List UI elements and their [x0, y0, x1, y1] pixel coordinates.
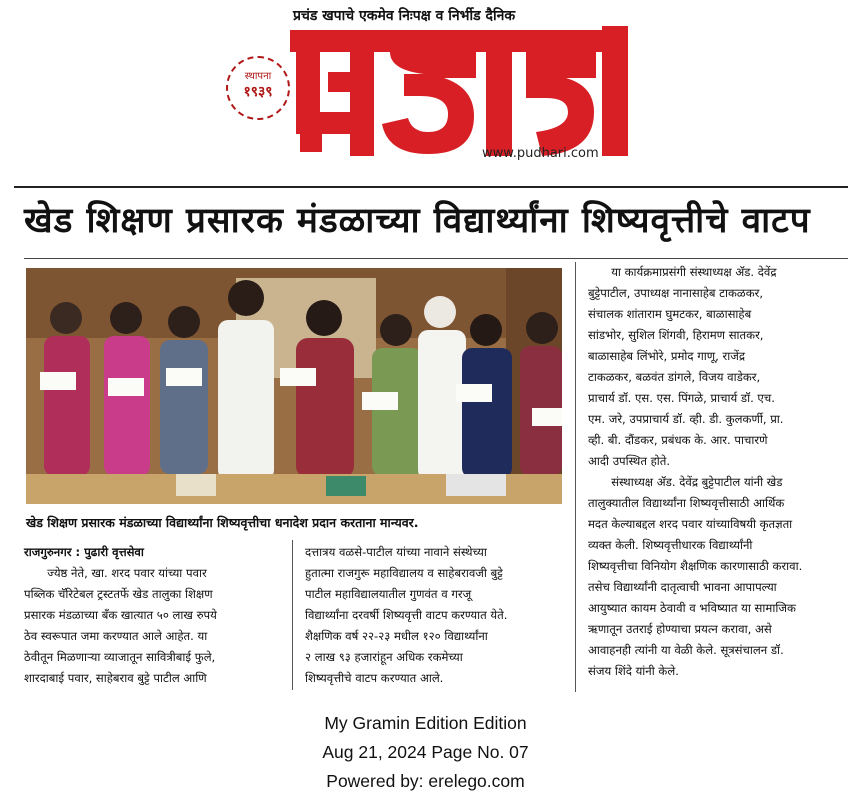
- article-line: बुट्टेपाटील, उपाध्यक्ष नानासाहेब टाकळकर,: [588, 286, 764, 300]
- article-line: शैक्षणिक वर्ष २२-२३ मधील १२० विद्यार्थ्यांना: [305, 629, 488, 643]
- article-line: प्राचार्य डॉ. एस. एस. पिंगळे, प्राचार्य डॉ. एच.: [588, 391, 775, 405]
- column-divider-1: [292, 540, 293, 690]
- masthead-tagline: प्रचंड खपाचे एकमेव निःपक्ष व निर्भीड दैनिक: [293, 8, 516, 24]
- article-line: संचालक शांताराम घुमटकर, बाळासाहेब: [588, 307, 752, 321]
- article-line: आयुष्यात कायम ठेवावी व भविष्यात या सामाजिक: [588, 601, 796, 615]
- logo-glyph-aa: [486, 52, 512, 156]
- established-seal: [226, 56, 290, 120]
- article-line: आवाहनही त्यांनी या वेळी केले. सूत्रसंचालन डॉ.: [588, 643, 784, 657]
- column-divider-2: [575, 262, 576, 692]
- article-line: प्रसारक मंडळाच्या बँक खात्यात ५० लाख रुपये: [24, 608, 217, 622]
- article-line: विद्यार्थ्यांना दरवर्षी शिष्यवृत्ती वाटप करण्यात येते.: [305, 608, 508, 622]
- article-line: या कार्यक्रमाप्रसंगी संस्थाध्यक्ष ॲड. देवेंद्र: [611, 265, 777, 279]
- article-line: २ लाख ९३ हजारांहून अधिक रकमेच्या: [305, 650, 463, 664]
- headline-divider: [24, 258, 848, 259]
- article-line: तसेच विद्यार्थ्यांनी दातृत्वाची भावना आपापल्या: [588, 580, 777, 594]
- article-line: ठेव स्वरूपात जमा करण्यात आले आहेत. या: [24, 629, 208, 643]
- column-2-body: [305, 542, 567, 689]
- footer-powered-by: Powered by: erelego.com: [326, 771, 525, 791]
- established-year: १९३९: [243, 84, 273, 100]
- logo-shirorekha: [290, 30, 628, 52]
- logo-glyph-ri: [526, 52, 596, 156]
- pudhari-logo: [290, 26, 628, 156]
- article-photo: [26, 268, 562, 504]
- article-line: पाटील महाविद्यालयातील गुणवंत व गरजू: [305, 587, 472, 601]
- article-line: मदत केल्याबद्दल शरद पवार यांच्याविषयी कृतज्ञता: [588, 517, 793, 531]
- article-line: बाळासाहेब लिंभोरे, प्रमोद गाणू, राजेंद्र: [588, 349, 746, 363]
- article-line: ज्येष्ठ नेते, खा. शरद पवार यांच्या पवार: [47, 566, 207, 580]
- photo-caption: खेड शिक्षण प्रसारक मंडळाच्या विद्यार्थ्यांना शिष्यवृत्तीचा धनादेश प्रदान करताना मान्यवर.: [26, 515, 419, 530]
- article-line: शिष्यवृत्तीचा विनियोग शैक्षणिक कारणासाठी करावा.: [588, 559, 803, 573]
- article-line: संजय शिंदे यांनी केले.: [588, 664, 679, 678]
- logo-glyph-u-sign: [300, 118, 322, 152]
- article-headline: खेड शिक्षण प्रसारक मंडळाच्या विद्यार्थ्यांना शिष्यवृत्तीचे वाटप: [24, 201, 811, 241]
- established-label: स्थापना: [244, 71, 272, 82]
- article-line: हुतात्मा राजगुरू महाविद्यालय व साहेबरावजी बुट्टे: [305, 566, 503, 580]
- website-url: www.pudhari.com: [482, 146, 599, 161]
- footer-edition: My Gramin Edition Edition: [324, 713, 527, 733]
- article-line: एम. जरे, उपप्राचार्य डॉ. व्ही. डी. कुलकर्णी, प्रा.: [588, 412, 784, 426]
- column-1-body: [24, 563, 284, 689]
- article-line: व्यक्त केली. शिष्यवृत्तीधारक विद्यार्थ्यांनी: [588, 538, 753, 552]
- article-line: सांडभोर, सुशिल शिंगवी, हिरामण सातकर,: [588, 328, 764, 342]
- article-line: आदी उपस्थित होते.: [588, 454, 671, 468]
- article-line: दत्तात्रय वळसे-पाटील यांच्या नावाने संस्थेच्या: [305, 545, 487, 559]
- logo-glyph-dha: [382, 52, 476, 154]
- article-line: शारदाबाई पवार, साहेबराव बुट्टे पाटील आणि: [24, 671, 207, 685]
- article-line: व्ही. बी. दौंडकर, प्रबंधक के. आर. पाचारणे: [588, 433, 768, 447]
- article-line: ऋणातून उतराई होण्याचा प्रयत्न करावा, असे: [588, 622, 772, 636]
- article-column-1: [24, 542, 284, 689]
- column-3-para-1: [588, 262, 844, 472]
- footer-date-page: Aug 21, 2024 Page No. 07: [322, 742, 529, 762]
- article-line: पब्लिक चॅरिटेबल ट्रस्टतर्फे खेड तालुका शिक्षण: [24, 587, 213, 601]
- article-line: शिष्यवृत्तीचे वाटप करण्यात आले.: [305, 671, 444, 685]
- article-column-2: [305, 542, 567, 689]
- article-line: ठेवीतून मिळणाऱ्या व्याजातून सावित्रीबाई फुले,: [24, 650, 216, 664]
- article-line: संस्थाध्यक्ष ॲड. देवेंद्र बुट्टेपाटील यांनी खेड: [611, 475, 783, 489]
- article-dateline: राजगुरुनगर : पुढारी वृत्तसेवा: [24, 545, 144, 559]
- masthead-divider: [14, 186, 848, 188]
- column-3-para-2: [588, 472, 844, 682]
- masthead: [0, 0, 851, 185]
- article-line: तालुक्यातील विद्यार्थ्यांना शिष्यवृत्तीसाठी आर्थिक: [588, 496, 785, 510]
- article-line: टाकळकर, बळवंत डांगले, विजय वाडेकर,: [588, 370, 761, 384]
- logo-glyph-ii: [602, 26, 628, 156]
- article-column-3: [588, 262, 844, 682]
